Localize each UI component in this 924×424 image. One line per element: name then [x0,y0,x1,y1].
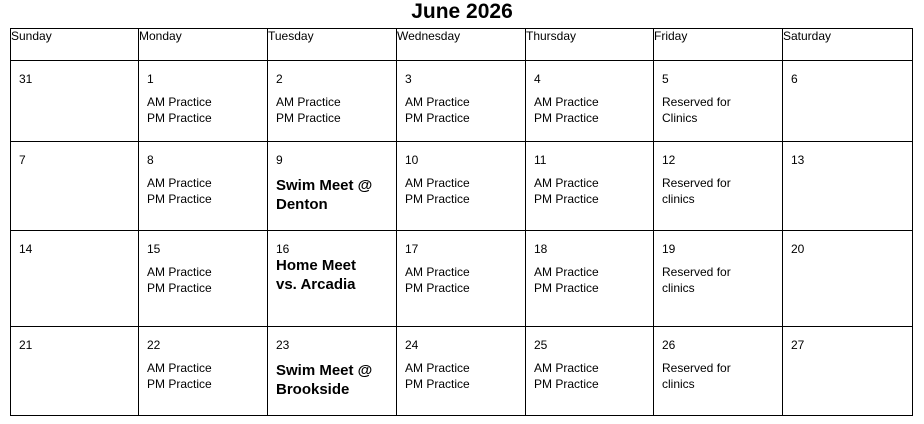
day-cell [397,231,526,327]
day-number: 22 [147,338,161,352]
day-event: AM Practice PM Practice [405,361,470,391]
day-cell [783,142,913,231]
day-cell [268,327,397,416]
day-number: 27 [791,338,805,352]
day-event: AM Practice PM Practice [405,95,470,125]
day-event: AM Practice PM Practice [147,265,212,295]
day-number: 8 [147,153,154,167]
day-number: 14 [19,242,33,256]
day-number: 26 [662,338,676,352]
day-number: 13 [791,153,805,167]
weekday-thursday: Thursday [526,29,654,61]
day-cell [526,327,654,416]
week-row [11,231,913,327]
day-number: 1 [147,72,154,86]
weekday-saturday: Saturday [783,29,913,61]
day-event: Reserved for Clinics [662,95,731,125]
day-cell [654,231,783,327]
weekday-wednesday: Wednesday [397,29,526,61]
day-cell [526,231,654,327]
day-cell [397,327,526,416]
week-row [11,142,913,231]
day-event: AM Practice PM Practice [147,95,212,125]
day-number: 31 [19,72,33,86]
day-number: 10 [405,153,419,167]
day-cell [526,61,654,142]
day-cell [268,231,397,327]
day-cell [654,142,783,231]
day-event: AM Practice PM Practice [147,176,212,206]
day-number: 6 [791,72,798,86]
day-cell [139,327,268,416]
day-event: AM Practice PM Practice [534,95,599,125]
day-event: Reserved for clinics [662,176,731,206]
day-number: 5 [662,72,669,86]
day-event: AM Practice PM Practice [147,361,212,391]
day-cell [783,327,913,416]
day-number: 18 [534,242,548,256]
day-cell [526,142,654,231]
day-number: 23 [276,338,290,352]
day-number: 21 [19,338,33,352]
day-cell [139,231,268,327]
day-number: 15 [147,242,161,256]
day-number: 16 [276,242,290,256]
day-number: 25 [534,338,548,352]
day-cell [139,61,268,142]
day-cell [654,327,783,416]
day-cell [397,142,526,231]
day-number: 19 [662,242,676,256]
day-event: Reserved for clinics [662,361,731,391]
day-cell [11,142,139,231]
day-cell [783,61,913,142]
day-number: 24 [405,338,419,352]
day-cell [783,231,913,327]
day-number: 17 [405,242,419,256]
day-number: 4 [534,72,541,86]
day-number: 9 [276,153,283,167]
day-event: AM Practice PM Practice [534,265,599,295]
calendar-grid [10,28,913,416]
day-number: 3 [405,72,412,86]
day-event: AM Practice PM Practice [276,95,341,125]
calendar-title: June 2026 [411,0,513,23]
day-number: 12 [662,153,676,167]
swim-meet-event: Swim Meet @ Denton [276,177,373,213]
day-cell [397,61,526,142]
day-event: AM Practice PM Practice [405,265,470,295]
swim-meet-event: Swim Meet @ Brookside [276,362,373,398]
weekday-tuesday: Tuesday [268,29,397,61]
day-number: 20 [791,242,805,256]
day-event: AM Practice PM Practice [534,361,599,391]
day-cell [268,61,397,142]
day-number: 11 [534,153,547,167]
week-row [11,327,913,416]
day-event: Reserved for clinics [662,265,731,295]
weekday-monday: Monday [139,29,268,61]
weekday-sunday: Sunday [11,29,139,61]
day-cell [11,61,139,142]
day-event: AM Practice PM Practice [405,176,470,206]
day-cell [11,327,139,416]
day-cell [268,142,397,231]
home-meet-event: Home Meet vs. Arcadia [276,257,357,293]
day-cell [139,142,268,231]
week-row [11,61,913,142]
day-number: 2 [276,72,283,86]
weekday-header-row [11,29,913,61]
day-cell [654,61,783,142]
day-event: AM Practice PM Practice [534,176,599,206]
weekday-friday: Friday [654,29,783,61]
day-number: 7 [19,153,26,167]
day-cell [11,231,139,327]
